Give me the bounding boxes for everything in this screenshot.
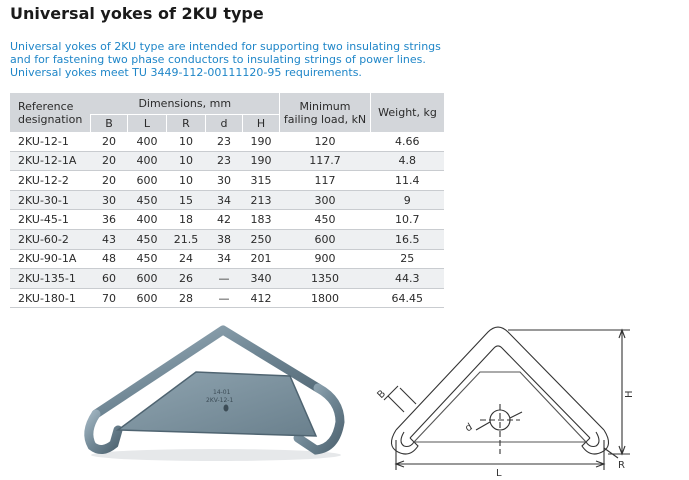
table-cell: 1800 [280, 288, 371, 308]
table-cell: 44.3 [371, 269, 445, 289]
table-cell: 600 [128, 171, 167, 191]
table-cell: 48 [91, 249, 128, 269]
table-cell: 42 [206, 210, 243, 230]
table-cell: 2KU-60-2 [10, 229, 91, 249]
table-cell: 2KU-45-1 [10, 210, 91, 230]
table-cell: 900 [280, 249, 371, 269]
table-row [10, 288, 444, 308]
table-cell: — [206, 269, 243, 289]
table-cell: 4.66 [371, 132, 445, 151]
table-cell: 2KU-90-1A [10, 249, 91, 269]
table-row [10, 171, 444, 191]
table-cell: 450 [280, 210, 371, 230]
table-row [10, 269, 444, 289]
table-cell: 213 [243, 190, 280, 210]
table-cell: 4.8 [371, 151, 445, 171]
table-cell: 30 [91, 190, 128, 210]
dimension-label-r: R [618, 460, 625, 471]
intro-line: Universal yokes of 2KU type are intended for supporting two insulating strings [10, 40, 441, 53]
header-weight: Weight, kg [371, 93, 445, 132]
intro-line: and for fastening two phase conductors to insulating strings of power lines. [10, 53, 426, 66]
table-cell: 315 [243, 171, 280, 191]
table-cell: 34 [206, 190, 243, 210]
table-row [10, 132, 444, 151]
table-cell: 600 [128, 269, 167, 289]
table-cell: 23 [206, 151, 243, 171]
table-cell: 2KU-12-1A [10, 151, 91, 171]
table-cell: 450 [128, 190, 167, 210]
table-cell: 450 [128, 229, 167, 249]
table-cell: 450 [128, 249, 167, 269]
table-cell: 400 [128, 210, 167, 230]
table-cell: 20 [91, 132, 128, 151]
table-cell: 28 [167, 288, 206, 308]
table-cell: 15 [167, 190, 206, 210]
table-cell: 34 [206, 249, 243, 269]
table-cell: 2KU-12-2 [10, 171, 91, 191]
header-dim-d: d [206, 115, 243, 133]
table-cell: 43 [91, 229, 128, 249]
table-cell: 10 [167, 132, 206, 151]
page-title: Universal yokes of 2KU type [10, 4, 264, 23]
dimension-label-d: d [463, 421, 475, 435]
table-cell: 18 [167, 210, 206, 230]
table-cell: 2KU-180-1 [10, 288, 91, 308]
dimension-label-l: L [496, 468, 502, 478]
dimension-label-h: H [624, 390, 635, 398]
table-cell: 25 [371, 249, 445, 269]
header-dimensions: Dimensions, mm [91, 93, 280, 115]
table-cell: 26 [167, 269, 206, 289]
table-cell: 117 [280, 171, 371, 191]
table-cell: 600 [280, 229, 371, 249]
table-cell: 64.45 [371, 288, 445, 308]
header-minimum-failing-load: Minimum failing load, kN [280, 93, 371, 132]
yoke-photo [78, 322, 348, 472]
table-cell: 340 [243, 269, 280, 289]
table-cell: 2KU-12-1 [10, 132, 91, 151]
table-cell: 400 [128, 132, 167, 151]
table-cell: — [206, 288, 243, 308]
table-cell: 400 [128, 151, 167, 171]
yoke-technical-drawing [370, 318, 660, 478]
table-row [10, 151, 444, 171]
table-cell: 250 [243, 229, 280, 249]
table-cell: 60 [91, 269, 128, 289]
table-cell: 11.4 [371, 171, 445, 191]
table-row [10, 190, 444, 210]
table-cell: 23 [206, 132, 243, 151]
table-row [10, 249, 444, 269]
table-cell: 20 [91, 171, 128, 191]
table-row [10, 210, 444, 230]
table-cell: 16.5 [371, 229, 445, 249]
header-reference-designation: Reference designation [10, 93, 91, 132]
table-cell: 21.5 [167, 229, 206, 249]
table-cell: 2KU-30-1 [10, 190, 91, 210]
header-dim-l: L [128, 115, 167, 133]
header-dim-r: R [167, 115, 206, 133]
table-cell: 30 [206, 171, 243, 191]
table-cell: 10 [167, 151, 206, 171]
plate-marking: 14-01 [213, 389, 231, 396]
table-cell: 120 [280, 132, 371, 151]
table-cell: 201 [243, 249, 280, 269]
table-cell: 300 [280, 190, 371, 210]
table-cell: 2KU-135-1 [10, 269, 91, 289]
table-cell: 183 [243, 210, 280, 230]
intro-line: Universal yokes meet TU 3449-112-00111120-95 requirements. [10, 66, 362, 79]
plate-marking: 2KV-12-1 [206, 397, 234, 404]
header-dim-h: H [243, 115, 280, 133]
table-cell: 1350 [280, 269, 371, 289]
table-cell: 412 [243, 288, 280, 308]
table-cell: 10.7 [371, 210, 445, 230]
table-cell: 10 [167, 171, 206, 191]
table-cell: 9 [371, 190, 445, 210]
table-cell: 117.7 [280, 151, 371, 171]
specifications-table [10, 93, 444, 308]
table-cell: 36 [91, 210, 128, 230]
table-cell: 24 [167, 249, 206, 269]
table-row [10, 229, 444, 249]
dimension-label-b: B [375, 388, 389, 401]
table-cell: 600 [128, 288, 167, 308]
table-cell: 38 [206, 229, 243, 249]
table-cell: 190 [243, 132, 280, 151]
intro-text [10, 40, 480, 79]
table-cell: 20 [91, 151, 128, 171]
table-cell: 70 [91, 288, 128, 308]
table-cell: 190 [243, 151, 280, 171]
header-dim-b: B [91, 115, 128, 133]
